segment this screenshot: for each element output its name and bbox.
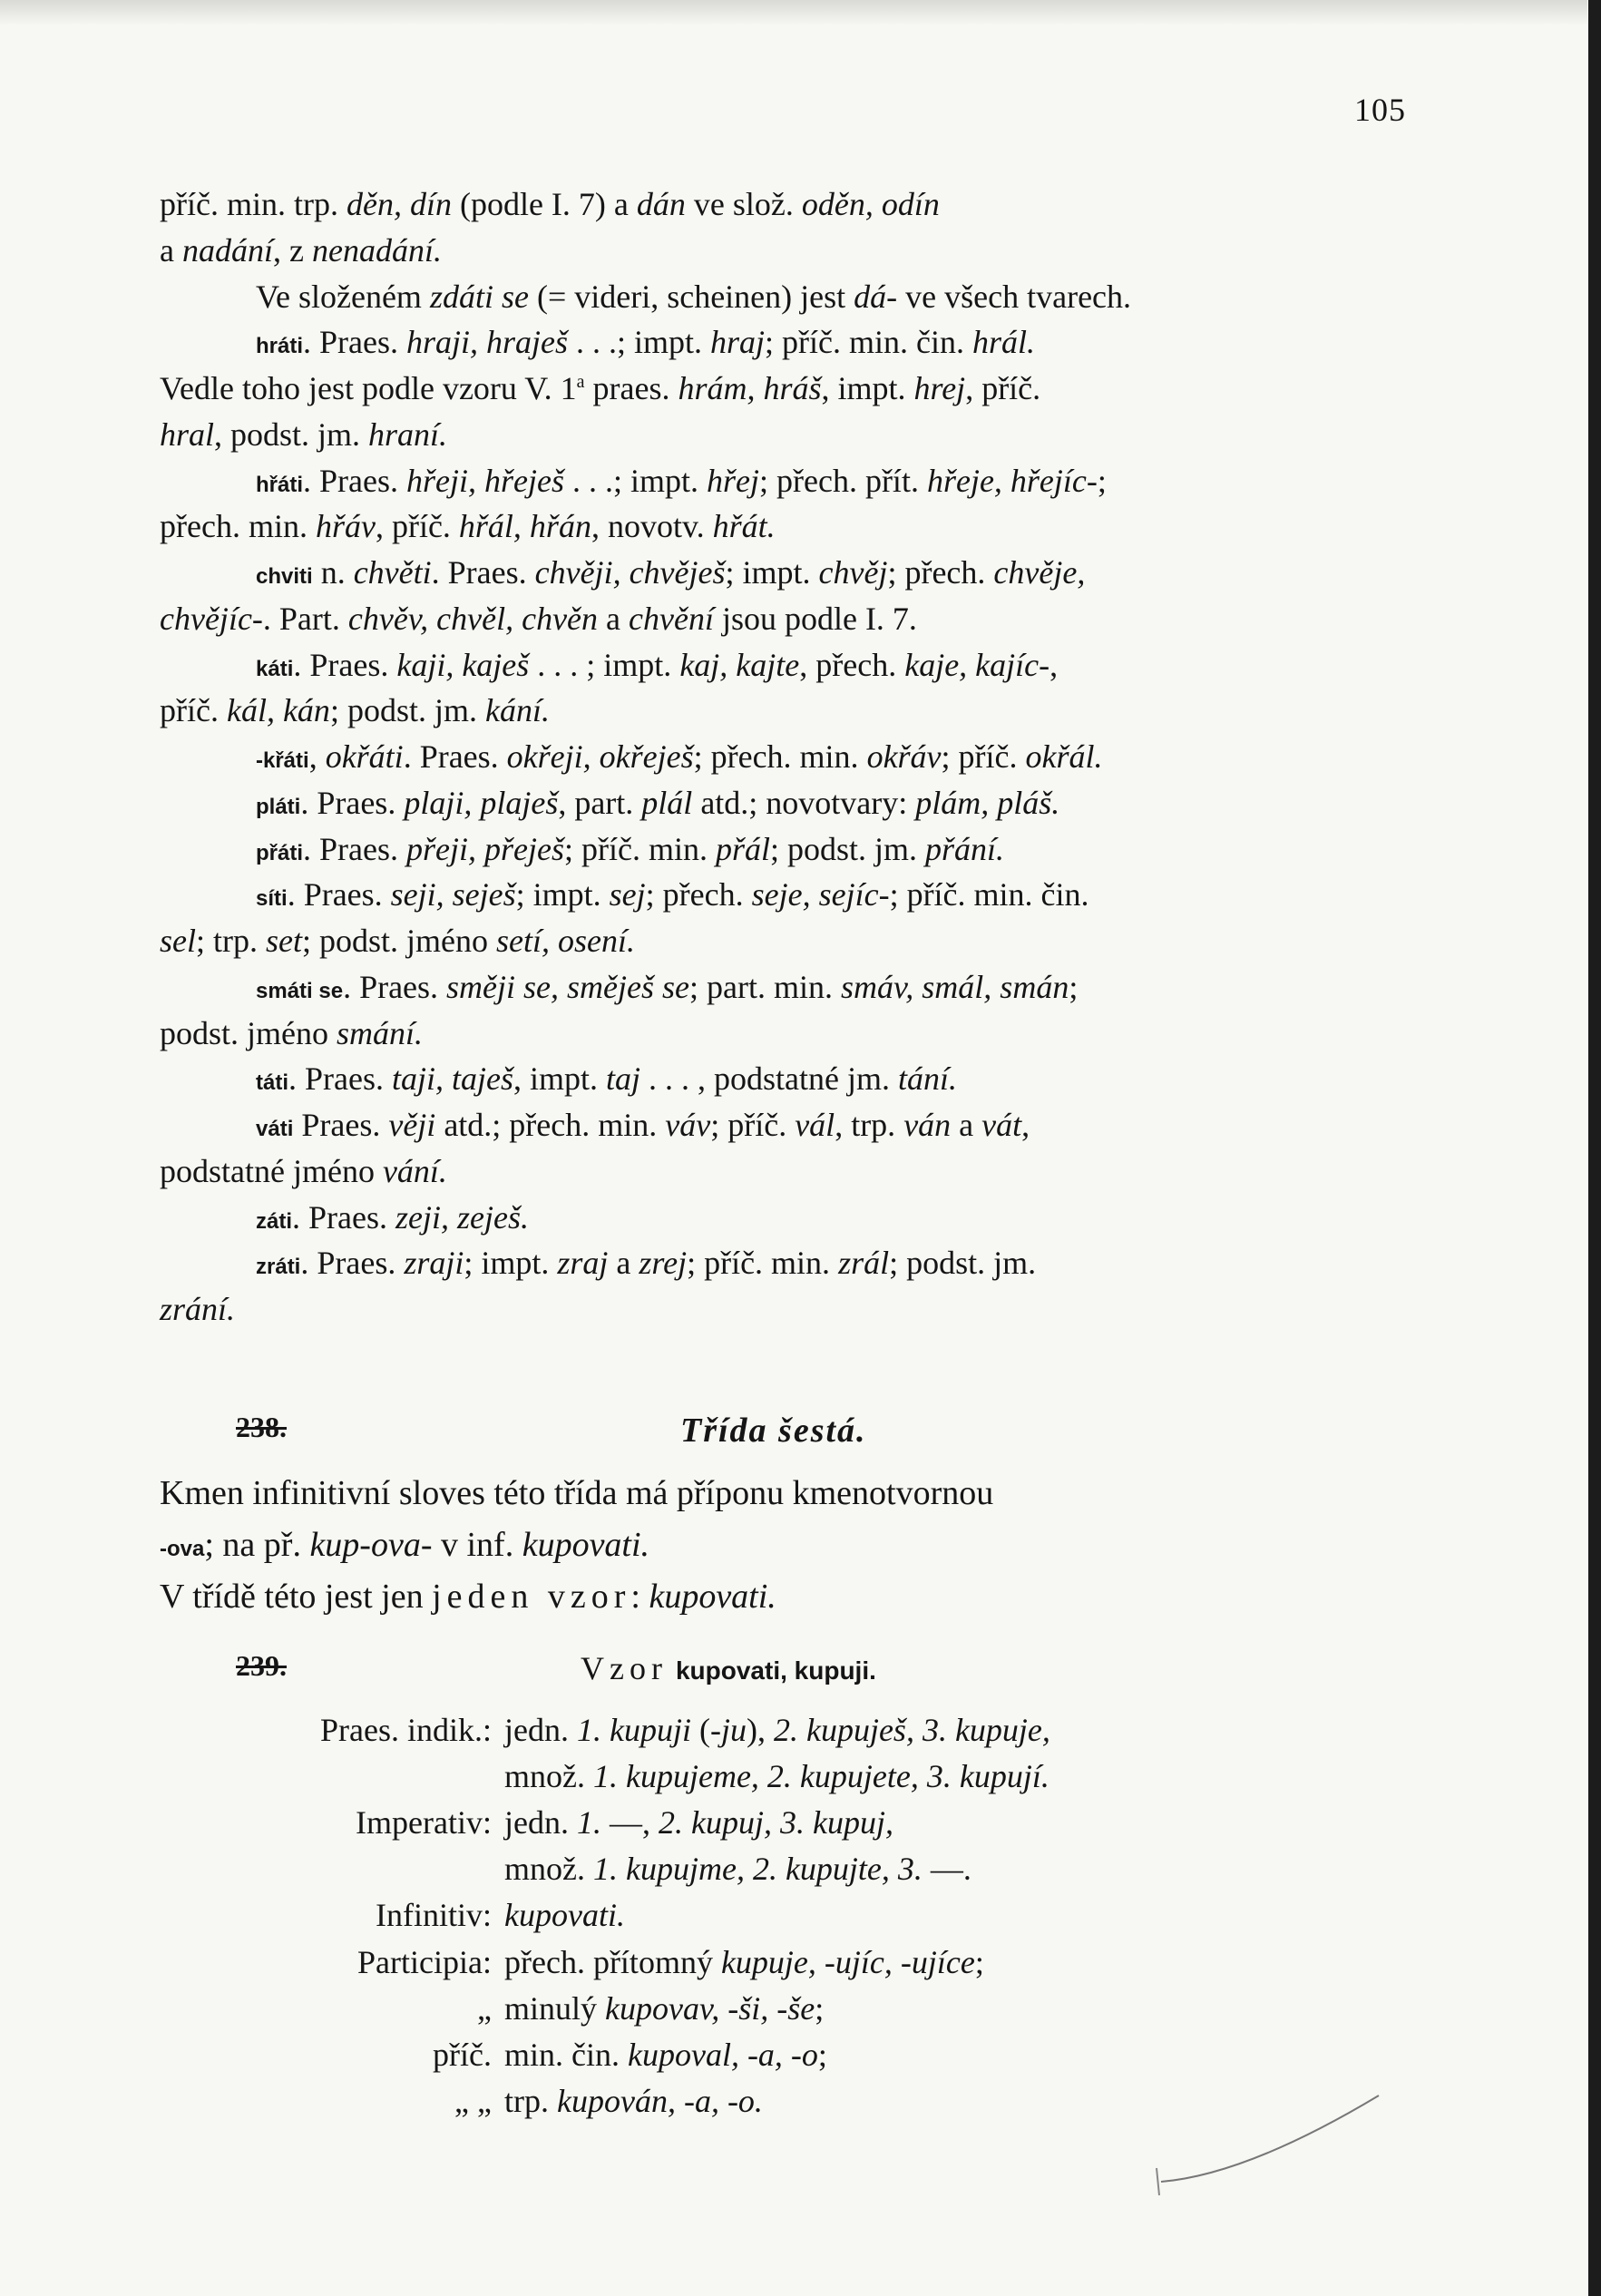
pencil-mark: [1143, 2077, 1415, 2204]
text-run: ; příč. min.: [687, 1245, 839, 1282]
page-number: 105: [1354, 92, 1406, 128]
title-prefix: Vzor: [581, 1650, 668, 1686]
text-run: chvěje,: [993, 554, 1086, 591]
conjugation-row: [160, 1800, 1050, 1846]
text-run: hřáv: [315, 508, 376, 545]
text-run: hřáti: [256, 472, 304, 497]
text-run: okřál.: [1025, 738, 1103, 775]
conjugation-row: [160, 1754, 1050, 1800]
text-run: podst. jméno: [160, 1014, 337, 1051]
text-run: . Part.: [262, 600, 348, 637]
text-run: . Praes.: [303, 830, 406, 867]
text-run: set: [266, 923, 302, 959]
text-run: min. čin.: [504, 2036, 628, 2073]
text-run: přech. přítomný: [504, 1943, 721, 1980]
text-line: [160, 228, 1411, 274]
text-line: [160, 1286, 1411, 1333]
text-line: [160, 688, 1411, 734]
text-run: Praes.: [293, 1107, 389, 1143]
text-run: atd.; přech. min.: [435, 1107, 666, 1143]
text-run: . Praes.: [343, 968, 447, 1005]
text-run: ,: [1049, 646, 1059, 683]
text-run: táti: [256, 1070, 288, 1096]
conjugation-forms: [504, 1800, 893, 1846]
text-run: přání.: [925, 830, 1005, 867]
text-run: kaj, kajte: [679, 646, 800, 683]
text-line: [160, 596, 1411, 642]
text-run: hřej: [707, 462, 759, 499]
text-run: zráti: [256, 1255, 301, 1280]
conjugation-label: Participia:: [357, 1943, 492, 1980]
text-run: chvěji, chvěješ: [534, 554, 726, 591]
text-run: jedn.: [504, 1804, 577, 1842]
text-run: smání.: [337, 1014, 424, 1051]
text-run: (: [690, 1712, 710, 1748]
text-run: zraji: [404, 1245, 464, 1282]
text-run: váti: [256, 1117, 294, 1141]
text-run: atd.; novotvary:: [692, 784, 916, 821]
text-run: sej: [609, 876, 646, 914]
text-run: , impt.: [821, 370, 914, 406]
text-run: . Praes.: [303, 324, 406, 361]
text-line: [160, 1011, 1411, 1057]
text-run: přeji, přeješ: [406, 830, 564, 867]
text-run: nenadání.: [311, 231, 442, 269]
conjugation-row: [160, 1846, 1050, 1892]
text-run: hraji, hraješ: [406, 324, 569, 361]
text-run: a: [608, 1245, 639, 1282]
conjugation-label: [160, 1754, 504, 1800]
text-run: , podst. jm.: [214, 415, 369, 453]
conjugation-row: [160, 1707, 1050, 1754]
text-line: [160, 550, 1411, 596]
section-title: [581, 1649, 876, 1687]
text-run: kupovati.: [649, 1578, 776, 1616]
text-run: , příč.: [965, 370, 1041, 406]
text-line: [160, 918, 1411, 964]
text-line: [160, 458, 1411, 504]
text-run: (= videri, scheinen) jest: [528, 278, 854, 315]
conjugation-label: Praes. indik.:: [320, 1712, 492, 1748]
text-run: setí, osení.: [496, 923, 635, 959]
conjugation-row: [160, 1939, 1050, 1986]
section-number: 239.: [236, 1649, 287, 1682]
text-run: . . .; impt.: [568, 324, 711, 361]
text-run: ; impt.: [515, 876, 610, 914]
conjugation-forms: [504, 1986, 824, 2032]
text-run: kupuje, -ujíc, -ujíce: [720, 1943, 975, 1980]
text-run: hřeji, hřeješ: [406, 462, 564, 499]
text-run: , přech.: [799, 646, 905, 683]
text-run: ve slož.: [685, 186, 802, 222]
conjugation-forms: [504, 1754, 1049, 1800]
text-run: a: [576, 372, 585, 392]
text-run: chvěti: [353, 554, 432, 591]
text-run: 1. kupujme, 2. kupujte, 3.: [592, 1851, 923, 1888]
text-run: ; na př.: [204, 1526, 310, 1564]
text-run: ; příč.: [941, 738, 1026, 775]
text-run: . Praes.: [303, 462, 406, 499]
text-run: taj: [606, 1060, 641, 1098]
text-run: . Praes.: [287, 876, 391, 914]
text-run: ;: [1097, 462, 1107, 499]
text-run: váv: [665, 1107, 711, 1143]
text-run: vání.: [382, 1152, 447, 1189]
text-run: kaji, kaješ: [396, 646, 530, 683]
paragraph: [160, 1468, 1411, 1519]
text-run: a: [951, 1107, 982, 1143]
text-run: plál: [641, 784, 693, 821]
text-run: ; přech.: [887, 554, 994, 591]
text-run: kupován, -a, -o.: [557, 2082, 763, 2119]
text-run: vál: [795, 1107, 835, 1143]
text-run: , impt.: [513, 1060, 606, 1098]
text-run: ; trp.: [196, 923, 266, 959]
text-run: . Praes.: [288, 1060, 392, 1098]
text-run: zrání.: [160, 1291, 236, 1327]
text-run: ; příč. min. čin.: [889, 876, 1089, 914]
text-run: ; part. min.: [689, 968, 841, 1005]
text-run: trp.: [504, 2082, 557, 2119]
text-run: zeji, zeješ.: [395, 1198, 529, 1236]
text-run: zrál: [838, 1245, 890, 1282]
text-run: seji, seješ: [390, 876, 516, 914]
text-run: . . . , podstatné jm.: [640, 1060, 898, 1098]
text-line: [160, 412, 1411, 458]
text-run: nadání: [181, 231, 273, 269]
text-run: a: [598, 600, 630, 637]
text-run: přech. min.: [160, 508, 316, 545]
conjugation-label: Infinitiv:: [376, 1897, 492, 1934]
body-text: [160, 181, 1411, 1333]
text-run: jsou podle I. 7.: [713, 600, 917, 637]
text-run: ; příč.: [710, 1107, 796, 1143]
text-line: [160, 1148, 1411, 1195]
scan-edge: [1588, 0, 1601, 2296]
text-run: pláti: [256, 794, 301, 819]
text-run: příč.: [160, 692, 227, 729]
text-run: ),: [746, 1712, 774, 1748]
text-run: -křáti: [256, 748, 309, 773]
conjugation-label: [160, 1846, 504, 1892]
text-run: Ve složeném: [256, 278, 430, 315]
text-run: kupovati.: [522, 1526, 650, 1564]
text-run: záti: [256, 1208, 293, 1234]
paragraph: [160, 1571, 1411, 1622]
text-run: kup-ova-: [309, 1526, 433, 1564]
text-run: ; podst. jméno: [302, 923, 496, 959]
text-run: hřál, hřán: [458, 508, 591, 545]
text-run: ve všech tvarech.: [897, 278, 1132, 315]
text-line: [160, 872, 1411, 918]
text-run: 1. kupuji: [576, 1712, 691, 1748]
text-run: příč. min. trp.: [160, 186, 347, 222]
paragraph: [160, 1519, 1411, 1570]
conjugation-forms: [504, 2032, 827, 2078]
text-run: kupovav, -ši, -še: [605, 1989, 815, 2027]
text-line: [160, 319, 1411, 366]
text-line: [160, 181, 1411, 228]
conjugation-forms: [504, 1846, 971, 1892]
text-run: . Praes.: [293, 646, 397, 683]
text-run: plaji, plaješ: [404, 784, 559, 821]
text-run: přál: [715, 830, 770, 867]
text-line: [160, 1195, 1411, 1241]
section-number: 238.: [236, 1411, 287, 1443]
text-run: ; podst. jm.: [889, 1245, 1037, 1282]
text-run: ; přech. min.: [693, 738, 867, 775]
text-line: [160, 1240, 1411, 1286]
text-run: chvěj: [818, 554, 888, 591]
conjugation-label: Imperativ:: [356, 1804, 492, 1842]
text-run: 1.: [576, 1804, 601, 1842]
text-run: a: [160, 231, 182, 269]
text-run: podstatné jméno: [160, 1152, 383, 1189]
text-run: směji se, směješ se: [446, 968, 689, 1005]
text-run: vát: [981, 1107, 1022, 1143]
text-run: smáv, smál, smán: [840, 968, 1069, 1005]
text-run: kupoval, -a, -o: [627, 2036, 818, 2073]
text-run: ;: [974, 1943, 984, 1980]
conjugation-label: „ „: [454, 2082, 492, 2119]
text-run: 2. kupuj, 3. kupuj,: [658, 1804, 893, 1842]
text-run: kál, kán: [226, 692, 330, 729]
text-line: [160, 734, 1411, 780]
text-run: ,: [1021, 1107, 1030, 1143]
text-line: [160, 1102, 1411, 1148]
text-run: chvění: [629, 600, 714, 637]
text-run: , part.: [558, 784, 642, 821]
text-run: zraj: [557, 1245, 609, 1282]
conjugation-row: [160, 2078, 1050, 2125]
text-run: Vedle toho jest podle vzoru V. 1: [160, 370, 577, 406]
text-run: (podle I. 7) a: [451, 186, 637, 222]
section-heading-238: [236, 1411, 1415, 1456]
text-run: děn, dín: [346, 186, 452, 222]
text-run: praes.: [584, 370, 678, 406]
text-run: ; příč. min. čin.: [765, 324, 973, 361]
text-line: [160, 366, 1411, 412]
text-run: okřáv: [866, 738, 942, 775]
text-run: ván: [903, 1107, 952, 1143]
text-run: množ.: [504, 1851, 593, 1888]
text-run: zdáti se: [429, 278, 529, 315]
conjugation-forms: [504, 2078, 763, 2125]
text-line: [160, 1056, 1411, 1102]
text-run: okřeji, okřeješ: [506, 738, 694, 775]
text-run: hřeje, hřejíc-: [926, 462, 1098, 499]
text-run: -ova: [160, 1537, 205, 1561]
text-run: :: [630, 1578, 649, 1616]
text-line: [160, 780, 1411, 826]
text-line: [160, 642, 1411, 689]
text-run: ; přech. přít.: [759, 462, 927, 499]
section-title: Třída šestá.: [680, 1412, 867, 1450]
conjugation-row: [160, 1892, 1050, 1939]
text-run: . Praes.: [431, 554, 535, 591]
text-run: zrej: [639, 1245, 688, 1282]
conjugation-label: příč.: [433, 2036, 492, 2073]
conjugation-label: „: [477, 1989, 492, 2027]
conjugation-row: [160, 2032, 1050, 2078]
text-run: taji, taješ: [391, 1060, 513, 1098]
text-run: jeden vzor: [432, 1578, 631, 1616]
text-run: oděn, odín: [801, 186, 940, 222]
text-run: chvějíc-: [160, 600, 263, 637]
text-run: ;: [817, 2036, 827, 2073]
text-run: ; podst. jm.: [769, 830, 926, 867]
text-run: , z: [273, 231, 312, 269]
title-bold: kupovati, kupuji.: [675, 1656, 876, 1685]
text-run: hrej: [913, 370, 966, 406]
text-run: ; podst. jm.: [329, 692, 485, 729]
text-run: . Praes.: [300, 1245, 405, 1282]
text-run: káti: [256, 656, 294, 681]
text-run: plám, pláš.: [915, 784, 1060, 821]
conjugation-forms: [504, 1707, 1050, 1754]
conjugation-table: [160, 1707, 1050, 2125]
text-run: okřáti: [325, 738, 404, 775]
text-run: kání.: [484, 692, 550, 729]
text-run: ; impt.: [464, 1245, 558, 1282]
conjugation-forms: [504, 1892, 625, 1939]
text-run: , trp.: [835, 1107, 904, 1143]
text-run: hrál.: [972, 324, 1036, 361]
text-run: chvěv, chvěl, chvěn: [347, 600, 599, 637]
text-run: 1. kupujeme, 2. kupujete, 3. kupují.: [592, 1758, 1049, 1795]
conjugation-row: [160, 1986, 1050, 2032]
text-line: [160, 826, 1411, 873]
text-run: minulý: [504, 1989, 606, 2027]
text-run: jedn.: [504, 1712, 577, 1748]
section-heading-239: [236, 1649, 1415, 1695]
text-run: síti: [256, 886, 288, 912]
text-run: chviti: [256, 564, 313, 589]
text-run: ; přech.: [645, 876, 752, 914]
text-run: ; impt.: [725, 554, 819, 591]
text-line: [160, 503, 1411, 550]
text-run: hraní.: [368, 415, 448, 453]
text-run: věji: [388, 1107, 436, 1143]
text-run: . Praes.: [403, 738, 507, 775]
text-run: -ju: [709, 1712, 747, 1748]
text-run: kaje, kajíc-: [904, 646, 1050, 683]
text-run: . . . ; impt.: [529, 646, 680, 683]
text-run: hřát.: [712, 508, 776, 545]
text-run: hral: [160, 415, 215, 453]
text-run: Kmen infinitivní sloves této třída má příponu kmenotvornou: [160, 1474, 994, 1512]
text-run: —.: [922, 1851, 971, 1888]
text-line: [160, 274, 1411, 320]
text-run: hráti: [256, 334, 304, 359]
text-line: [160, 964, 1411, 1011]
text-run: množ.: [504, 1758, 593, 1795]
conjugation-forms: [504, 1939, 984, 1986]
text-run: ,: [308, 738, 326, 775]
text-run: hraj: [710, 324, 766, 361]
text-run: sel: [160, 923, 196, 959]
text-run: —,: [600, 1804, 659, 1842]
text-run: dán: [636, 186, 686, 222]
text-run: ;: [1069, 968, 1079, 1005]
scan-top-shadow: [0, 0, 1587, 25]
text-run: , novotv.: [591, 508, 713, 545]
text-run: dá-: [854, 278, 898, 315]
text-run: 2. kupuješ, 3. kupuje,: [773, 1712, 1050, 1748]
text-run: seje, sejíc-: [751, 876, 890, 914]
text-run: . . .; impt.: [563, 462, 707, 499]
text-run: v inf.: [432, 1526, 522, 1564]
text-run: ; příč. min.: [563, 830, 716, 867]
text-run: . Praes.: [292, 1198, 395, 1236]
text-run: přáti: [256, 840, 304, 865]
text-run: V třídě této jest jen: [160, 1578, 433, 1616]
text-run: , příč.: [375, 508, 459, 545]
text-run: tání.: [898, 1060, 958, 1098]
text-run: ;: [815, 1989, 825, 2027]
text-run: hrám, hráš: [678, 370, 822, 406]
text-run: smáti se: [256, 978, 344, 1003]
text-run: . Praes.: [300, 784, 405, 821]
text-run: kupovati.: [504, 1897, 625, 1934]
text-run: n.: [312, 554, 354, 591]
